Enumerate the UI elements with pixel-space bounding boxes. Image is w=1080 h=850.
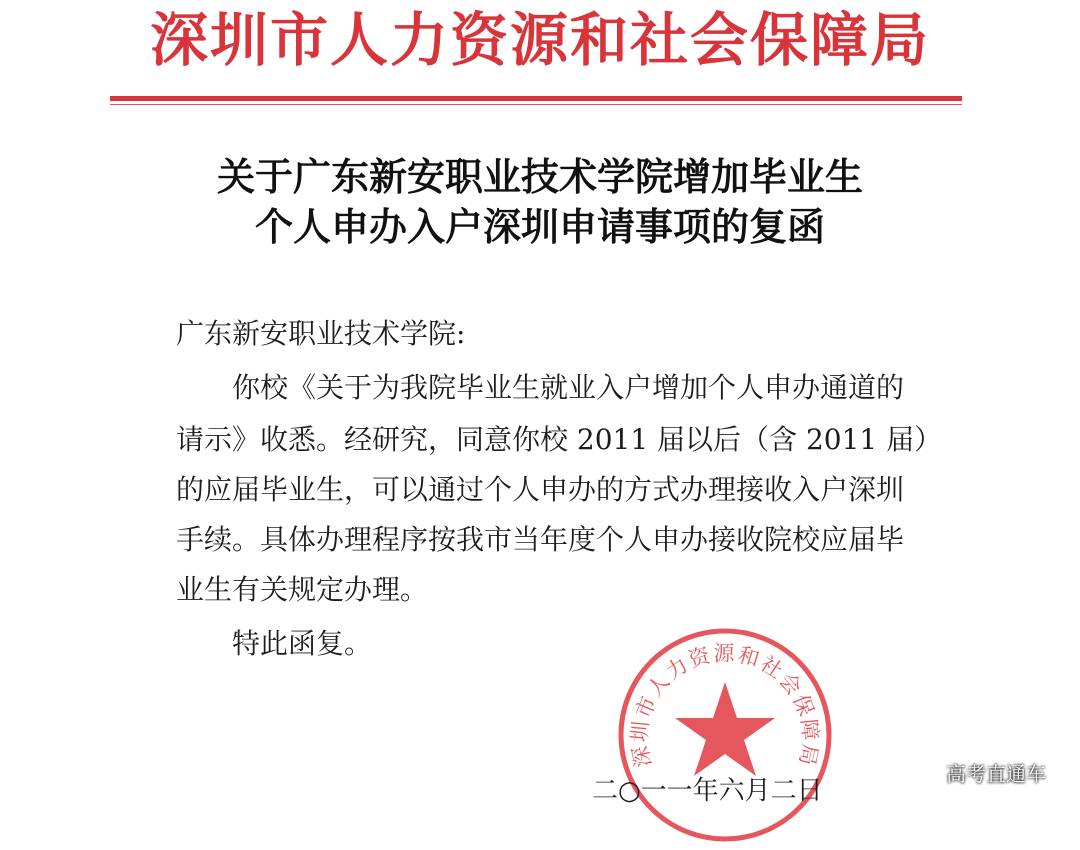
- closing-remark: 特此函复。: [232, 627, 373, 660]
- document-title-line-2: 个人申办入户深圳申请事项的复函: [254, 204, 825, 249]
- paragraph-line: 业生有关规定办理。: [176, 573, 429, 606]
- official-seal-stamp: [610, 620, 840, 850]
- document-title-line-1: 关于广东新安职业技术学院增加毕业生: [216, 154, 863, 199]
- date: 二○一一年六月二日: [592, 776, 823, 806]
- paragraph-line: 的应届毕业生，可以通过个人申办的方式办理接收入户深圳: [176, 473, 905, 506]
- recipient: 广东新安职业技术学院:: [176, 317, 466, 350]
- paragraph-line: 请示》收悉。经研究，同意你校 2011 届以后（含 2011 届）: [176, 423, 943, 456]
- paragraph-line: 手续。具体办理程序按我市当年度个人申办接收院校应届毕: [176, 523, 905, 556]
- paragraph-line: 你校《关于为我院毕业生就业入户增加个人申办通道的: [232, 371, 905, 404]
- source-watermark: 高考直通车: [946, 762, 1046, 786]
- seal-star-icon: [675, 682, 775, 776]
- letterhead-rule-thin: [110, 104, 962, 105]
- letterhead-organization: 深圳市人力资源和社会保障局: [150, 6, 931, 74]
- seal-text: 深圳市人力资源和社会保障局: [627, 641, 823, 770]
- letterhead-rule: [110, 96, 962, 101]
